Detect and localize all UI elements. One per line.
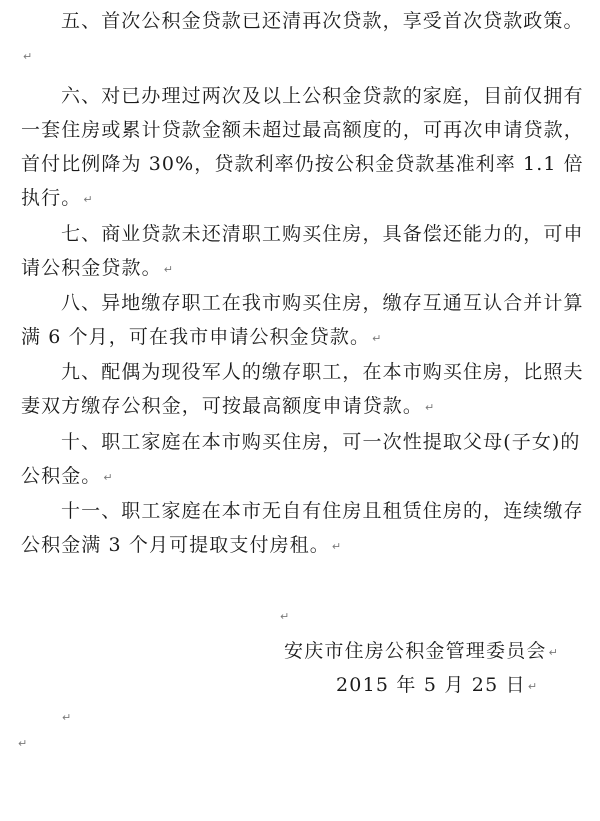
paragraph-mark-icon: ↵ (425, 401, 436, 414)
paragraph-9 (21, 355, 587, 425)
paragraph-6-text: 六、对已办理过两次及以上公积金贷款的家庭，目前仅拥有一套住房或累计贷款金额未超过最高额度的，可再次申请贷款，首付比例降为 30%，贷款利率仍按公积金贷款基准利率 1.1 倍执行。 (21, 85, 584, 209)
paragraph-10-text: 十、职工家庭在本市购买住房，可一次性提取父母(子女)的公积金。 (21, 431, 581, 487)
paragraph-7 (21, 217, 587, 287)
paragraph-mark-icon: ↵ (527, 680, 539, 693)
paragraph-mark-icon: ↵ (372, 332, 383, 345)
paragraph-mark-icon: ↵ (62, 711, 72, 724)
paragraph-11-text: 十一、职工家庭在本市无自有住房且租赁住房的，连续缴存公积金满 3 个月可提取支付房租。 (21, 500, 584, 556)
paragraph-mark-icon: ↵ (280, 610, 290, 623)
paragraph-7-text: 七、商业贷款未还清职工购买住房，具备偿还能力的，可申请公积金贷款。 (21, 223, 584, 279)
paragraph-mark-icon: ↵ (163, 263, 175, 276)
paragraph-mark-icon: ↵ (83, 193, 94, 206)
signature-organization (284, 636, 559, 663)
paragraph-5 (21, 4, 587, 74)
paragraph-6 (21, 79, 587, 217)
paragraph-8-text: 八、异地缴存职工在我市购买住房，缴存互通互认合并计算满 6 个月，可在我市申请公积金贷款。 (21, 292, 584, 348)
signature-organization-text: 安庆市住房公积金管理委员会 (284, 640, 547, 662)
paragraph-10 (21, 425, 587, 495)
paragraph-mark-icon: ↵ (103, 471, 114, 484)
paragraph-9-text: 九、配偶为现役军人的缴存职工，在本市购买住房，比照夫妻双方缴存公积金，可按最高额度申请贷款。 (21, 361, 584, 417)
paragraph-8 (21, 286, 587, 356)
signature-date-text: 2015 年 5 月 25 日 (336, 674, 526, 696)
paragraph-11 (21, 494, 587, 564)
paragraph-mark-icon: ↵ (548, 646, 560, 659)
paragraph-5-text: 五、首次公积金贷款已还清再次贷款，享受首次贷款政策。 (61, 10, 584, 32)
paragraph-mark-icon: ↵ (331, 540, 343, 553)
paragraph-mark-icon: ↵ (23, 50, 34, 63)
paragraph-mark-icon: ↵ (18, 737, 28, 750)
signature-date (336, 670, 538, 697)
